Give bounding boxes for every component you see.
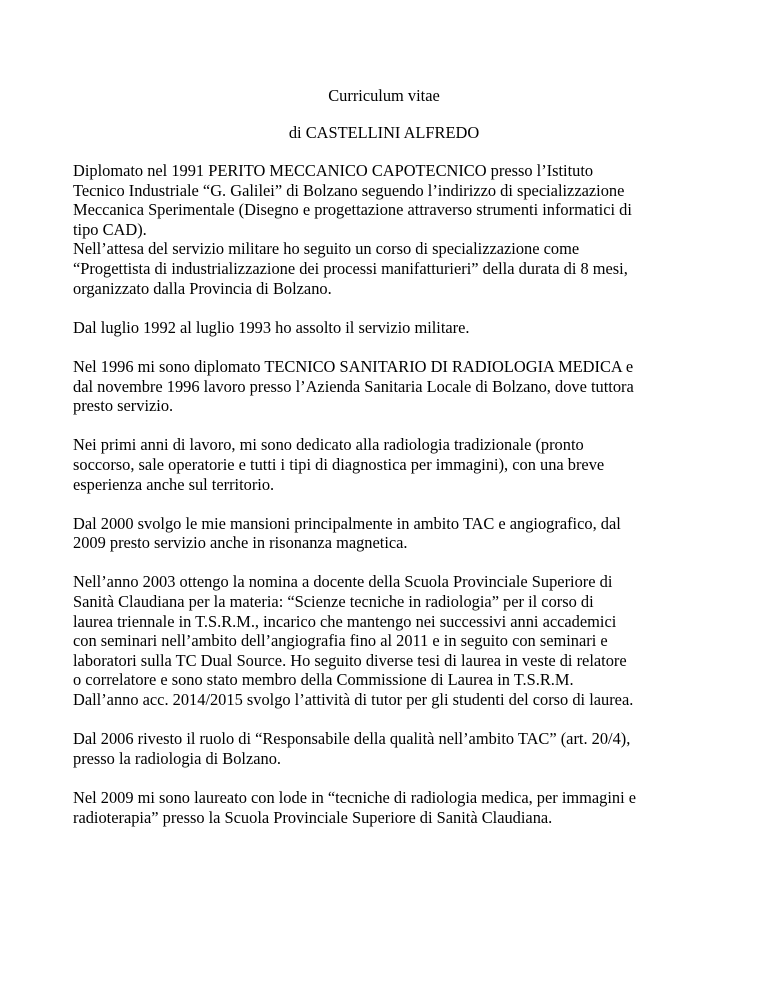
paragraph-education-diploma: Diplomato nel 1991 PERITO MECCANICO CAPOTECNICO presso l’Istituto Tecnico Industriale “G. Galilei” di Bolzano seguendo l’indirizzo di specializzazione Meccanica Sperimentale (Disegno e progettazione attraverso strumenti informatici di tipo CAD). <box>73 161 632 239</box>
paragraph-teaching: Nell’anno 2003 ottengo la nomina a docente della Scuola Provinciale Superiore di Sanità Claudiana per la materia: “Scienze tecniche in radiologia” per il corso di laurea triennale in T.S.R.M., incarico che mantengo nei successivi anni accademici con seminari nell’ambito dell’angiografia fino al 2011 e in seguito con seminari e laboratori sulla TC Dual Source. Ho seguito diverse tesi di laurea in veste di relatore o correlatore e sono stato membro della Commissione di Laurea in T.S.R.M. Dall’anno acc. 2014/2015 svolgo l’attività di tutor per gli studenti del corso di laurea. <box>73 572 634 710</box>
document-title: Curriculum vitae <box>328 86 440 105</box>
paragraph-early-work: Nei primi anni di lavoro, mi sono dedicato alla radiologia tradizionale (pronto soccorso, sale operatorie e tutti i tipi di diagnostica per immagini), con una breve esperienza anche sul territorio. <box>73 435 605 494</box>
paragraph-tac-angiography: Dal 2000 svolgo le mie mansioni principalmente in ambito TAC e angiografico, dal 2009 presto servizio anche in risonanza magnetica. <box>73 513 621 553</box>
paragraph-radiology-diploma: Nel 1996 mi sono diplomato TECNICO SANITARIO DI RADIOLOGIA MEDICA e dal novembre 1996 lavoro presso l’Azienda Sanitaria Locale di Bolzano, dove tuttora presto servizio. <box>73 356 634 416</box>
paragraph-degree: Nel 2009 mi sono laureato con lode in “tecniche di radiologia medica, per immagini e radioterapia” presso la Scuola Provinciale Superiore di Sanità Claudiana. <box>73 788 637 827</box>
paragraph-specialization-course: Nell’attesa del servizio militare ho seguito un corso di specializzazione come “Progettista di industrializzazione dei processi manifatturieri” della durata di 8 mesi, organizzato dalla Provincia di Bolzano. <box>73 239 628 298</box>
paragraph-quality-role: Dal 2006 rivesto il ruolo di “Responsabile della qualità nell’ambito TAC” (art. 20/4), presso la radiologia di Bolzano. <box>73 729 631 768</box>
document-body <box>73 161 713 847</box>
paragraph-military-service: Dal luglio 1992 al luglio 1993 ho assolto il servizio militare. <box>73 317 470 337</box>
document-subtitle: di CASTELLINI ALFREDO <box>288 123 480 142</box>
